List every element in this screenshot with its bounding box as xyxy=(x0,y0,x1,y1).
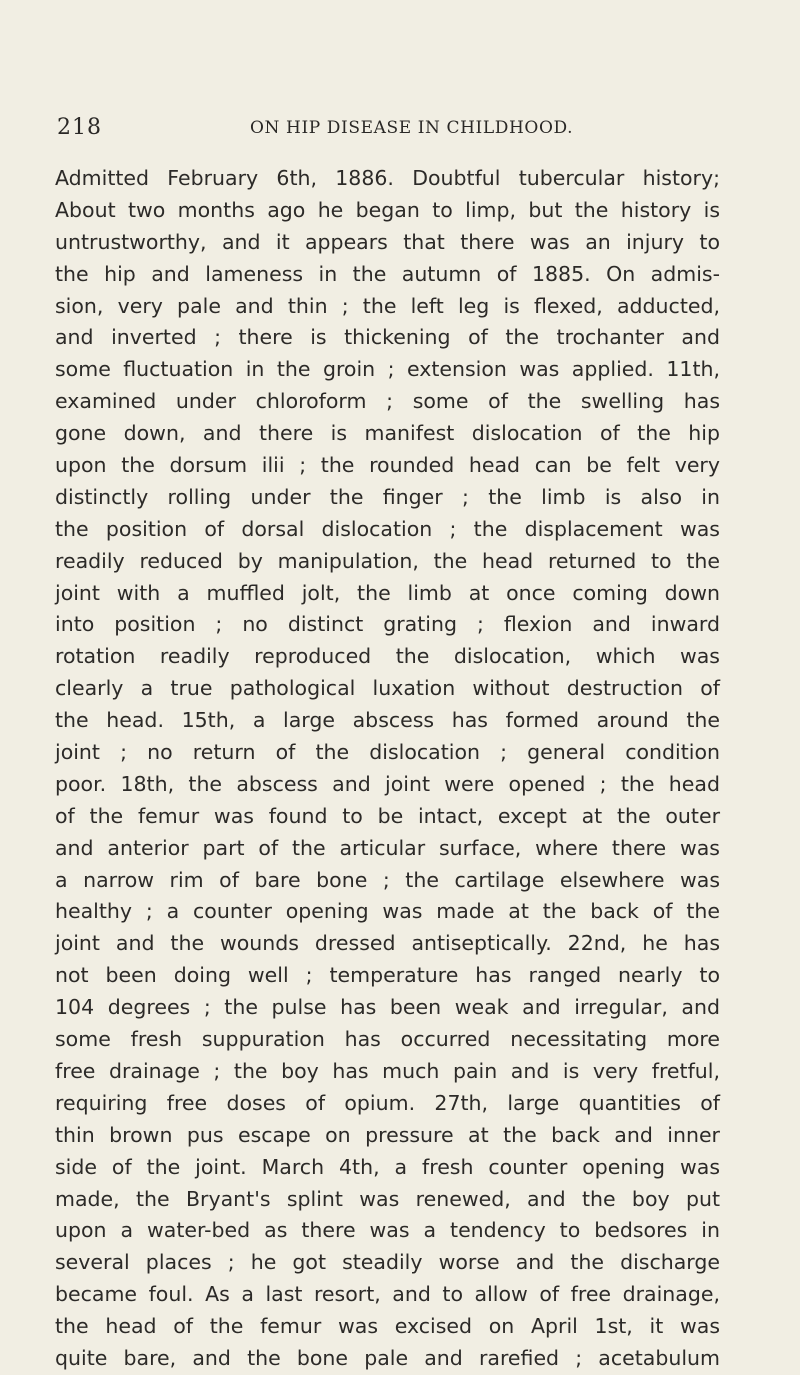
text-line: quite bare, and the bone pale and rarefied ; acetabulum xyxy=(55,1345,720,1370)
text-line: the position of dorsal dislocation ; the displacement was xyxy=(55,516,720,541)
text-line: the head. 15th, a large abscess has formed around the xyxy=(55,708,720,733)
text-line: About two months ago he began to limp, but the history is xyxy=(55,197,720,222)
text-line: upon a water-bed as there was a tendency to bedsores in xyxy=(55,1218,720,1243)
text-line: joint with a muffled jolt, the limb at once coming down xyxy=(55,580,720,605)
text-line: sion, very pale and thin ; the left leg is flexed, adducted, xyxy=(55,293,720,318)
text-line: a narrow rim of bare bone ; the cartilage elsewhere was xyxy=(55,867,720,892)
text-line: into position ; no distinct grating ; flexion and inward xyxy=(55,612,720,637)
text-line: became foul. As a last resort, and to allow of free drainage, xyxy=(55,1282,720,1307)
text-line: readily reduced by manipulation, the head returned to the xyxy=(55,548,720,573)
text-line: the hip and lameness in the autumn of 1885. On admis- xyxy=(55,261,720,286)
text-line: some fluctuation in the groin ; extension was applied. 11th, xyxy=(55,357,720,382)
text-line: examined under chloroform ; some of the swelling has xyxy=(55,389,720,414)
text-line: side of the joint. March 4th, a fresh counter opening was xyxy=(55,1154,720,1179)
text-line: distinctly rolling under the finger ; the limb is also in xyxy=(55,484,720,509)
text-line: the head of the femur was excised on April 1st, it was xyxy=(55,1314,720,1339)
text-line: joint and the wounds dressed antiseptically. 22nd, he has xyxy=(55,931,720,956)
text-line: and inverted ; there is thickening of the trochanter and xyxy=(55,325,720,350)
body-paragraph xyxy=(55,163,720,1375)
text-line: of the femur was found to be intact, except at the outer xyxy=(55,803,720,828)
text-line: not been doing well ; temperature has ranged nearly to xyxy=(55,963,720,988)
text-line: some fresh suppuration has occurred necessitating more xyxy=(55,1027,720,1052)
running-title: ON HIP DISEASE IN CHILDHOOD. xyxy=(250,118,574,138)
text-line: made, the Bryant's splint was renewed, and the boy put xyxy=(55,1186,720,1211)
page-number: 218 xyxy=(57,115,102,140)
text-line: several places ; he got steadily worse and the discharge xyxy=(55,1250,720,1275)
text-line: Admitted February 6th, 1886. Doubtful tubercular history; xyxy=(55,166,720,190)
text-line: joint ; no return of the dislocation ; general condition xyxy=(55,740,720,765)
text-line: healthy ; a counter opening was made at the back of the xyxy=(55,899,720,924)
text-line: requiring free doses of opium. 27th, large quantities of xyxy=(55,1090,720,1115)
text-line: gone down, and there is manifest dislocation of the hip xyxy=(55,421,720,446)
text-line: clearly a true pathological luxation without destruction of xyxy=(55,676,720,701)
text-line: untrustworthy, and it appears that there was an injury to xyxy=(55,229,720,254)
text-line: and anterior part of the articular surface, where there was xyxy=(55,835,720,860)
running-head xyxy=(57,115,717,145)
text-line: thin brown pus escape on pressure at the back and inner xyxy=(55,1122,720,1147)
text-line: upon the dorsum ilii ; the rounded head can be felt very xyxy=(55,453,720,478)
text-line: poor. 18th, the abscess and joint were opened ; the head xyxy=(55,771,720,796)
text-line: free drainage ; the boy has much pain and is very fretful, xyxy=(55,1058,720,1083)
text-line: 104 degrees ; the pulse has been weak and irregular, and xyxy=(55,995,720,1020)
text-line: rotation readily reproduced the dislocation, which was xyxy=(55,644,720,669)
